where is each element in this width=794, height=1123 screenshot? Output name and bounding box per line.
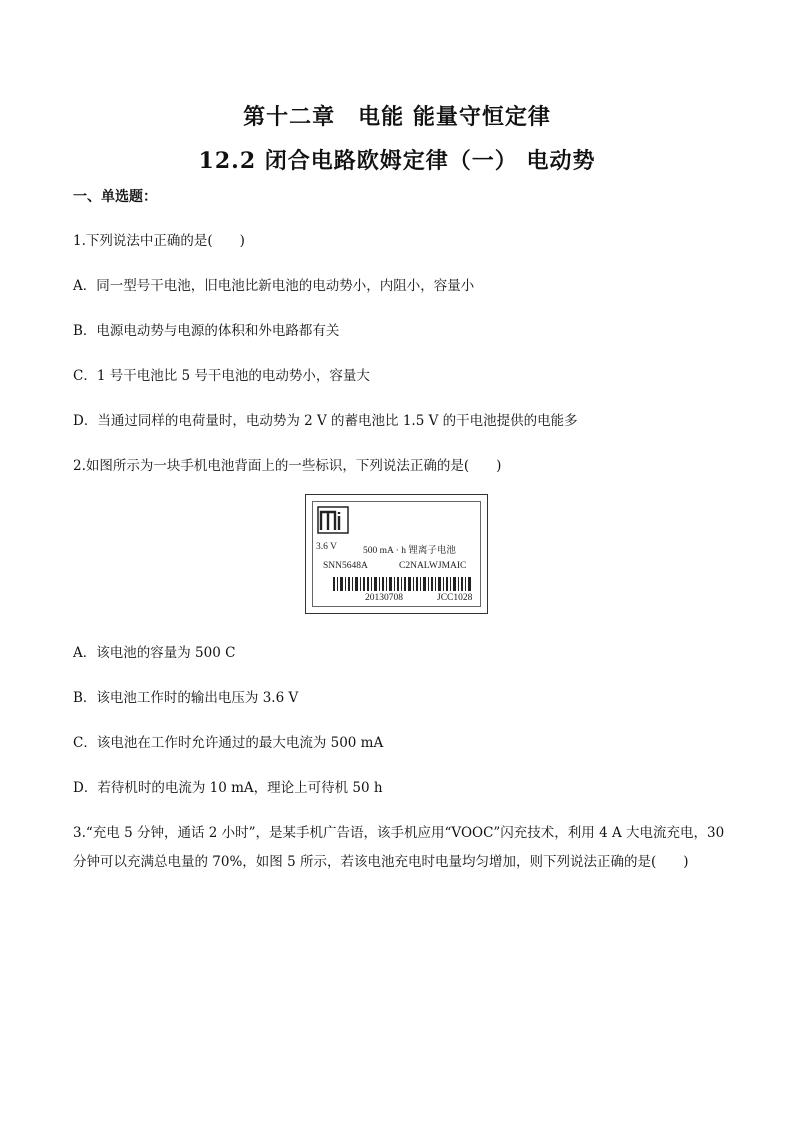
question-1-stem: 1.下列说法中正确的是( )	[73, 233, 245, 249]
battery-code: JCC1028	[437, 593, 473, 603]
battery-capacity: 500 mA · h 锂离子电池	[363, 546, 456, 556]
question-1-option-c: C．1 号干电池比 5 号干电池的电动势小，容量大	[73, 368, 370, 384]
question-1-option-a: A．同一型号干电池，旧电池比新电池的电动势小，内阻小，容量小	[73, 278, 475, 294]
battery-serial: C2NALWJMAIC	[399, 561, 467, 571]
lesson-title: 12.2 闭合电路欧姆定律（一） 电动势	[198, 148, 596, 174]
battery-label-frame	[312, 501, 481, 607]
question-3-stem: 3.“充电 5 分钟，通话 2 小时”，是某手机广告语，该手机应用“VOOC”闪充技术，利用 4 A 大电流充电，30 分钟可以充满总电量的 70%，如图 5 所示，若该电池充电时电量均匀增加，则下列说法正确的是( )	[73, 825, 725, 870]
question-2-option-b: B．该电池工作时的输出电压为 3.6 V	[73, 690, 299, 706]
battery-voltage: 3.6 V	[316, 542, 337, 552]
mi-logo-icon	[317, 506, 349, 534]
section-heading: 一、单选题：	[73, 189, 157, 205]
question-2-option-d: D．若待机时的电流为 10 mA，理论上可待机 50 h	[73, 780, 383, 796]
question-2-option-c: C．该电池在工作时允许通过的最大电流为 500 mA	[73, 735, 384, 751]
question-1-option-b: B．电源电动势与电源的体积和外电路都有关	[73, 323, 340, 339]
question-1-option-d: D．当通过同样的电荷量时，电动势为 2 V 的蓄电池比 1.5 V 的干电池提供的电能多	[73, 413, 578, 429]
question-2-option-a: A．该电池的容量为 500 C	[73, 645, 236, 661]
battery-label-figure	[305, 494, 488, 614]
chapter-title: 第十二章 电能 能量守恒定律	[243, 104, 551, 130]
battery-date: 20130708	[365, 593, 403, 603]
question-2-stem: 2.如图所示为一块手机电池背面上的一些标识，下列说法正确的是( )	[73, 458, 502, 474]
barcode-icon	[333, 577, 471, 591]
battery-model: SNN5648A	[323, 561, 368, 571]
